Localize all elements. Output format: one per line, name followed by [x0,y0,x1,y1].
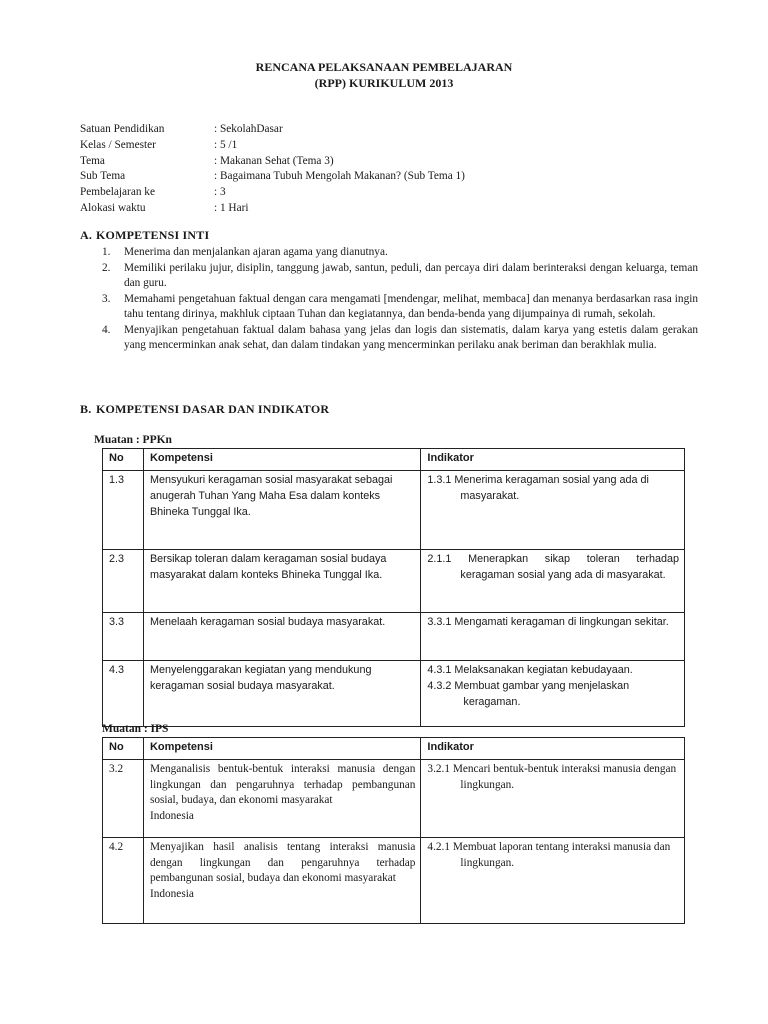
identity-value: : Bagaimana Tubuh Mengolah Makanan? (Sub Tema 1) [214,170,465,183]
cell-no: 1.3 [103,471,144,550]
identity-row [80,185,465,201]
identity-label: Pembelajaran ke [80,186,155,199]
section-a-letter: A. [80,228,93,242]
indikator-text: 4.3.2 Membuat gambar yang menjelaskan keragaman. [427,679,630,708]
column-header-kompetensi: Kompetensi [143,738,420,760]
identity-row [80,122,465,138]
document-subtitle: (RPP) KURIKULUM 2013 [314,76,454,90]
identity-block [80,122,465,217]
cell-no: 4.2 [103,838,144,924]
identity-label: Sub Tema [80,170,126,183]
cell-kompetensi: Mensyukuri keragaman sosial masyarakat sebagai anugerah Tuhan Yang Maha Esa dalam konteks Bhineka Tunggal Ika. [143,471,420,550]
document-title: RENCANA PELAKSANAAN PEMBELAJARAN [255,60,513,74]
list-text: Memahami pengetahuan faktual dengan cara mengamati [mendengar, melihat, membaca] dan menanya berdasarkan rasa ingin tahu tentang dirinya, makhluk ciptaan Tuhan dan kegiatannya, dan benda-benda yang dijumpainya di rumah, sekolah. [124,292,698,320]
identity-value: : 3 [214,186,226,199]
list-number: 2. [102,261,111,274]
cell-indikator [421,550,685,613]
list-item [102,323,698,354]
list-number: 3. [102,292,111,305]
list-item [102,292,698,323]
cell-indikator [421,838,685,924]
cell-kompetensi: Menelaah keragaman sosial budaya masyarakat. [143,613,420,661]
ppkn-table [102,448,685,727]
identity-value: : 5 /1 [214,138,238,151]
cell-indikator [421,661,685,727]
indikator-text: 4.3.1 Melaksanakan kegiatan kebudayaan. [427,664,633,676]
identity-row [80,154,465,170]
table-row [103,471,685,550]
cell-no: 3.3 [103,613,144,661]
cell-indikator [421,471,685,550]
muatan-ips-label: Muatan : IPS [102,723,169,735]
section-a-title: KOMPETENSI INTI [96,228,210,242]
cell-indikator [421,613,685,661]
cell-indikator [421,760,685,838]
table-row [103,661,685,727]
kompetensi-text: Menganalisis bentuk-bentuk interaksi manusia dengan lingkungan dan pengaruhnya terhadap pembangunan sosial, budaya, dan ekonomi masyarakat [149,763,416,806]
cell-kompetensi: Bersikap toleran dalam keragaman sosial budaya masyarakat dalam konteks Bhineka Tunggal Ika. [143,550,420,613]
identity-value: : Makanan Sehat (Tema 3) [214,154,334,167]
section-b-heading [80,402,329,418]
column-header-indikator: Indikator [421,449,685,471]
list-item [102,261,698,292]
indikator-text: 3.2.1 Mencari bentuk-bentuk interaksi manusia dengan lingkungan. [427,763,677,791]
kompetensi-text: Menyajikan hasil analisis tentang interaksi manusia dengan lingkungan dan pengaruhnya terhadap pembangunan sosial, budaya dan ekonomi masyarakat [149,841,416,884]
cell-no: 4.3 [103,661,144,727]
identity-label: Tema [80,154,105,167]
column-header-kompetensi: Kompetensi [143,449,420,471]
cell-kompetensi: Menyelenggarakan kegiatan yang mendukung keragaman sosial budaya masyarakat. [143,661,420,727]
ips-table [102,737,685,924]
indikator-text: 3.3.1 Mengamati keragaman di lingkungan sekitar. [427,616,669,628]
cell-no: 3.2 [103,760,144,838]
identity-label: Kelas / Semester [80,138,156,151]
list-text: Menerima dan menjalankan ajaran agama yang dianutnya. [124,246,388,258]
list-item [102,245,698,261]
section-b-title: KOMPETENSI DASAR DAN INDIKATOR [96,402,330,416]
kompetensi-extra: Indonesia [149,887,194,900]
identity-row [80,201,465,217]
column-header-no: No [103,738,144,760]
table-header-row [103,738,685,760]
indikator-text: 1.3.1 Menerima keragaman sosial yang ada di masyarakat. [427,474,649,502]
identity-value: : SekolahDasar [214,123,283,135]
identity-label: Alokasi waktu [80,201,146,214]
identity-value: : 1 Hari [214,201,249,214]
section-b-letter: B. [80,402,92,416]
indikator-text: 2.1.1 Menerapkan sikap toleran terhadap keragaman sosial yang ada di masyarakat. [427,553,679,581]
list-text: Menyajikan pengetahuan faktual dalam bahasa yang jelas dan logis dan sistematis, dalam karya yang estetis dalam gerakan yang mencerminkan anak sehat, dan dalam tindakan yang mencerminkan perilaku anak beriman dan berakhlak mulia. [124,323,698,351]
kompetensi-extra: Indonesia [149,809,194,822]
table-header-row [103,449,685,471]
column-header-indikator: Indikator [421,738,685,760]
muatan-ppkn-label: Muatan : PPKn [94,434,172,446]
identity-row [80,169,465,185]
list-number: 4. [102,323,111,336]
table-row [103,550,685,613]
list-text: Memiliki perilaku jujur, disiplin, tanggung jawab, santun, peduli, dan percaya diri dalam berinteraksi dengan keluarga, teman dan guru. [124,261,698,289]
kompetensi-inti-list [102,245,698,354]
table-row [103,838,685,924]
cell-kompetensi [143,760,420,838]
table-row [103,613,685,661]
cell-no: 2.3 [103,550,144,613]
indikator-text: 4.2.1 Membuat laporan tentang interaksi manusia dan lingkungan. [427,841,671,869]
column-header-no: No [103,449,144,471]
list-number: 1. [102,246,111,258]
identity-label: Satuan Pendidikan [80,123,165,135]
identity-row [80,138,465,154]
cell-kompetensi [143,838,420,924]
table-row [103,760,685,838]
section-a-heading [80,228,209,244]
